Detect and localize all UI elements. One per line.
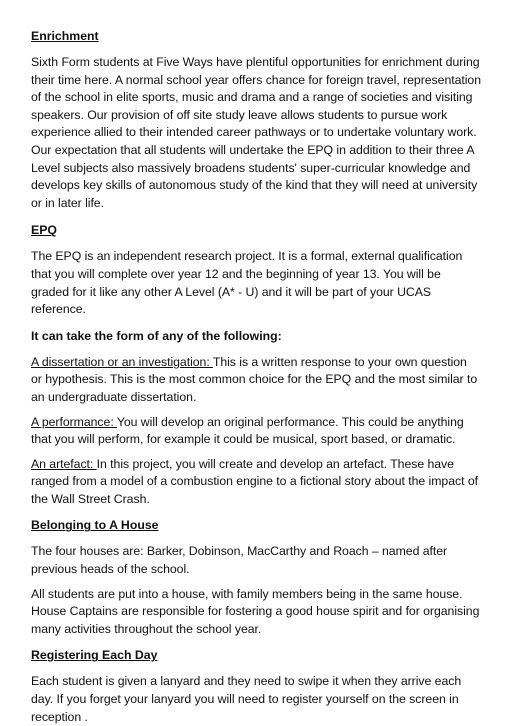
form-text-artefact: In this project, you will create and develop an artefact. These have ranged from a model of a combustion engine to a fictional story about the impact of the Wall Street Crash. — [31, 456, 478, 506]
house-paragraph-2: All students are put into a house, with family members being in the same house. House Captains are responsible for fostering a good house spirit and for organising many activities throughout the school year. — [31, 586, 480, 636]
registering-heading: Registering Each Day — [31, 648, 158, 663]
form-label-performance: A performance: — [31, 414, 117, 429]
enrichment-paragraph: Sixth Form students at Five Ways have plentiful opportunities for enrichment during their time here. A normal school year offers chance for foreign travel, representation of the school in elite sports, music and drama and a range of societies and visiting speakers. Our provision of off site study leave allows students to pursue work experience allied to their intended career pathways or to undertake voluntary work. Our expectation that all students will undertake the EPQ in addition to their three A Level subjects also massively broadens students' super-curricular knowledge and develops key skills of autonomous study of the kind that they will need at university or in later life. — [31, 55, 482, 210]
house-heading: Belonging to A House — [31, 518, 159, 533]
epq-paragraph: The EPQ is an independent research project. It is a formal, external qualification that you will complete over year 12 and the beginning of year 13. You will be graded for it like any other A Level (A* - U) and it will be part of your UCAS reference. — [31, 249, 463, 317]
form-label-dissertation: A dissertation or an investigation: — [31, 354, 213, 369]
enrichment-heading: Enrichment — [31, 29, 99, 43]
epq-forms-heading: It can take the form of any of the following: — [31, 328, 282, 343]
house-paragraph-1: The four houses are: Barker, Dobinson, MacCarthy and Roach – named after previous heads of the school. — [31, 544, 448, 577]
form-item-dissertation — [31, 354, 481, 407]
form-item-artefact — [31, 456, 481, 509]
form-text-dissertation: This is a written response to your own question or hypothesis. This is the most common choice for the EPQ and the most similar to an undergraduate dissertation. — [31, 354, 478, 404]
form-label-artefact: An artefact: — [31, 456, 97, 471]
form-text-performance: You will develop an original performance. This could be anything that you will perform, for example it could be musical, sport based, or dramatic. — [31, 414, 464, 447]
form-item-performance — [31, 414, 481, 449]
registering-paragraph: Each student is given a lanyard and they need to swipe it when they arrive each day. If you forget your lanyard you will need to register yourself on the screen in reception . — [31, 674, 462, 724]
epq-heading: EPQ — [31, 223, 57, 238]
